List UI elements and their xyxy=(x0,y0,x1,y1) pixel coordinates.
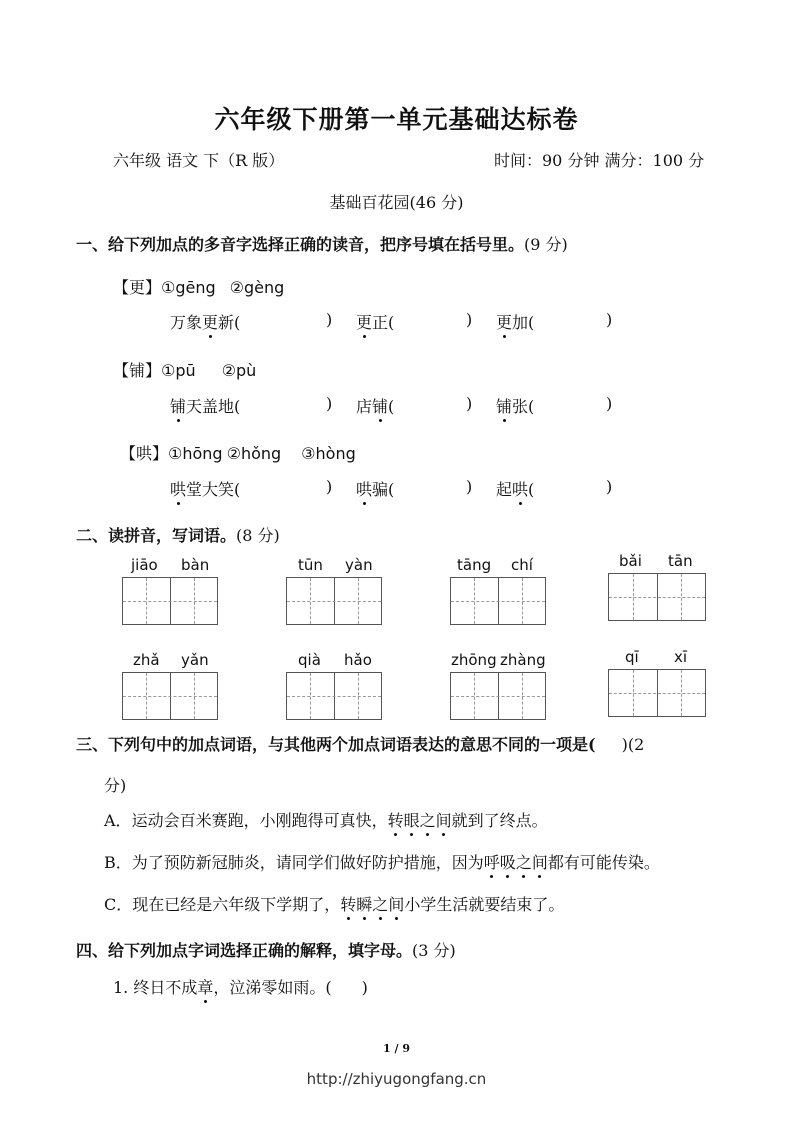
dotted-char: 瞬 xyxy=(356,892,372,915)
question-4-score: (3 分) xyxy=(412,941,456,960)
word-item xyxy=(496,310,534,333)
question-1-text: 一、给下列加点的多音字选择正确的读音，把序号填在括号里。 xyxy=(76,235,525,254)
dotted-char: 哄 xyxy=(512,477,528,500)
item-text: 1. 终日不成 xyxy=(113,978,198,997)
polyphone-group xyxy=(120,441,356,464)
pinyin-label: jiāo xyxy=(131,556,158,574)
polyphone-tag: 【哄】 xyxy=(120,444,169,463)
dotted-char: 更 xyxy=(496,310,512,333)
dotted-char: 眼 xyxy=(404,808,420,831)
pinyin-label: tūn xyxy=(298,556,323,574)
question-4-text: 四、给下列加点字词选择正确的解释，填字母。 xyxy=(76,941,413,960)
reading-option: ①gēng xyxy=(161,278,216,297)
question-2-title xyxy=(76,523,280,546)
reading-option: ①pū xyxy=(161,361,196,380)
dotted-char: 哄 xyxy=(356,477,372,500)
word-text: 新( xyxy=(218,313,241,332)
pinyin-label: bǎi xyxy=(619,552,642,570)
option-text: 都有可能传染。 xyxy=(547,853,660,872)
dotted-char: 间 xyxy=(532,850,548,873)
word-text: ( xyxy=(388,397,395,416)
time-score: 时间：90 分钟 满分：100 分 xyxy=(494,151,705,170)
dotted-char: 间 xyxy=(436,808,452,831)
answer-close-paren: ) xyxy=(326,310,333,329)
writing-grid[interactable] xyxy=(122,577,218,625)
item-text: ，泣涕零如雨。( xyxy=(213,978,332,997)
writing-grid[interactable] xyxy=(450,577,546,625)
option-text: 现在已经是六年级下学期了， xyxy=(132,895,341,914)
reading-option: ②hǒng xyxy=(226,444,282,463)
word-item xyxy=(356,310,394,333)
answer-close-paren: ) xyxy=(326,394,333,413)
question-2-text: 二、读拼音，写词语。 xyxy=(76,526,237,545)
option-a[interactable] xyxy=(104,808,548,831)
dotted-char: 之 xyxy=(420,808,436,831)
word-item xyxy=(170,477,240,500)
section-heading: 基础百花园(46 分) xyxy=(329,193,464,212)
reading-option: ②pù xyxy=(221,361,257,380)
answer-close-paren: ) xyxy=(326,477,333,496)
pinyin-label: hǎo xyxy=(344,651,372,669)
pinyin-label: tān xyxy=(668,552,693,570)
reading-option: ③hòng xyxy=(301,444,356,463)
polyphone-tag: 【更】 xyxy=(113,278,162,297)
writing-grid[interactable] xyxy=(450,672,546,720)
pinyin-label: zhàng xyxy=(500,651,546,669)
question-4-title xyxy=(76,938,456,961)
dotted-char: 之 xyxy=(516,850,532,873)
pinyin-label: qī xyxy=(625,648,639,666)
question-2-score: (8 分) xyxy=(236,526,280,545)
question-3-title xyxy=(76,732,644,755)
dotted-phrase xyxy=(388,811,452,830)
pinyin-label: qià xyxy=(298,651,321,669)
dotted-char: 章 xyxy=(197,975,213,998)
dotted-char: 铺 xyxy=(496,394,512,417)
option-text: 为了预防新冠肺炎，请同学们做好防护措施，因为 xyxy=(131,853,484,872)
dotted-char: 更 xyxy=(356,310,372,333)
answer-close-paren: ) xyxy=(606,477,613,496)
pinyin-label: bàn xyxy=(181,556,210,574)
pinyin-label: tāng xyxy=(457,556,492,574)
answer-close-paren: ) xyxy=(606,394,613,413)
word-item xyxy=(496,477,534,500)
writing-grid[interactable] xyxy=(286,672,382,720)
reading-option: ①hōng xyxy=(168,444,223,463)
option-c[interactable] xyxy=(104,892,564,915)
word-item xyxy=(170,394,240,417)
question-1-title xyxy=(76,232,568,255)
answer-close-paren: ) xyxy=(466,310,473,329)
option-label: A． xyxy=(104,811,132,830)
grade-subject: 六年级 语文 下（R 版） xyxy=(113,151,285,170)
dotted-char: 转 xyxy=(340,892,356,915)
question-3-score: )(2 xyxy=(621,735,645,754)
writing-grid[interactable] xyxy=(122,672,218,720)
question-1-score: (9 分) xyxy=(524,235,568,254)
answer-close-paren: ) xyxy=(361,978,368,997)
answer-close-paren: ) xyxy=(606,310,613,329)
answer-close-paren: ) xyxy=(466,477,473,496)
option-b[interactable] xyxy=(104,850,660,873)
pinyin-label: zhǎ xyxy=(133,651,160,669)
writing-grid[interactable] xyxy=(608,669,706,717)
pinyin-label: yǎn xyxy=(181,651,209,669)
dotted-char: 哄 xyxy=(170,477,186,500)
word-text: 正( xyxy=(372,313,395,332)
word-item xyxy=(170,310,240,333)
writing-grid[interactable] xyxy=(286,577,382,625)
word-item xyxy=(356,394,394,417)
question-3-text: 三、下列句中的加点词语，与其他两个加点词语表达的意思不同的一项是( xyxy=(76,735,596,754)
reading-option: ②gèng xyxy=(229,278,285,297)
word-text: 起 xyxy=(496,480,513,499)
writing-grid[interactable] xyxy=(608,573,706,621)
option-label: C． xyxy=(104,895,133,914)
dotted-char: 转 xyxy=(388,808,404,831)
option-text: 就到了终点。 xyxy=(451,811,548,830)
polyphone-group xyxy=(113,358,256,381)
answer-close-paren: ) xyxy=(466,394,473,413)
polyphone-tag: 【铺】 xyxy=(113,361,162,380)
option-text: 运动会百米赛跑，小刚跑得可真快， xyxy=(131,811,388,830)
source-url: http://zhiyugongfang.cn xyxy=(306,1070,487,1088)
sub-question-1 xyxy=(113,975,368,998)
word-text: 店 xyxy=(356,397,373,416)
word-text: 万象 xyxy=(170,313,203,332)
pinyin-label: yàn xyxy=(345,556,373,574)
dotted-char: 铺 xyxy=(170,394,186,417)
dotted-char: 吸 xyxy=(500,850,516,873)
word-item xyxy=(356,477,394,500)
pinyin-label: xī xyxy=(674,648,688,666)
pinyin-label: zhōng xyxy=(451,651,497,669)
dotted-char: 间 xyxy=(388,892,404,915)
question-3-score-cont: 分) xyxy=(104,776,127,795)
dotted-char: 呼 xyxy=(484,850,500,873)
word-text: ( xyxy=(528,480,535,499)
dotted-phrase xyxy=(340,895,404,914)
dotted-char: 更 xyxy=(202,310,218,333)
dotted-char: 之 xyxy=(372,892,388,915)
dotted-char: 铺 xyxy=(372,394,388,417)
option-text: 小学生活就要结束了。 xyxy=(404,895,565,914)
word-item xyxy=(496,394,534,417)
dotted-phrase xyxy=(484,853,548,872)
polyphone-group xyxy=(113,275,284,298)
pinyin-label: chí xyxy=(511,556,533,574)
page-title: 六年级下册第一单元基础达标卷 xyxy=(214,105,579,134)
option-label: B． xyxy=(104,853,132,872)
word-text: 张( xyxy=(512,397,535,416)
word-text: 天盖地( xyxy=(186,397,241,416)
page-number: 1 / 9 xyxy=(383,1042,410,1055)
word-text: 骗( xyxy=(372,480,395,499)
word-text: 堂大笑( xyxy=(186,480,241,499)
word-text: 加( xyxy=(512,313,535,332)
